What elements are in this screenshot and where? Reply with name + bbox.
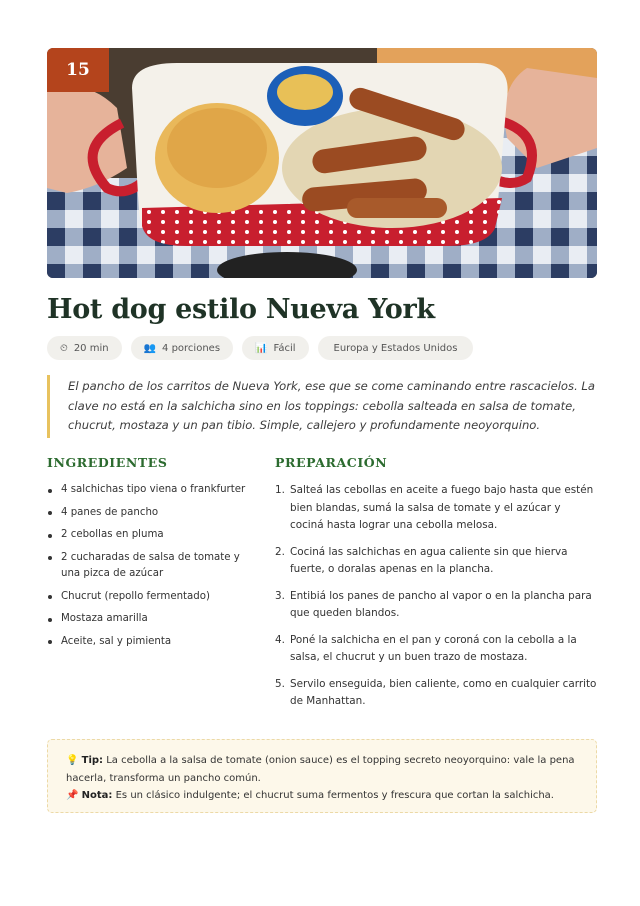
step-text: Salteá las cebollas en aceite a fuego bajo hasta que estén bien blandas, sumá la salsa de tomate y el azúcar y cociná hasta lograr una cebolla melosa. [290,484,594,531]
step-text: Servilo enseguida, bien caliente, como en cualquier carrito de Manhattan. [290,677,597,707]
servings-pill [131,336,233,360]
step-item [275,482,597,535]
note-line [66,787,578,805]
lightbulb-icon: 💡 [66,755,79,766]
recipe-intro: El pancho de los carritos de Nueva York, ese que se come caminando entre rascacielos. La clave no está en la salchicha sino en los toppings: cebolla salteada en salsa de tomate, chucrut, mostaza y un pan tibio. Simple, callejero y profundamente neoyorquino. [47,375,595,438]
list-item: 4 panes de pancho [47,505,257,522]
preparation-heading: PREPARACIÓN [275,455,388,470]
time-label: 20 min [73,342,109,354]
note-label: Nota: [81,790,113,801]
list-item: 2 cebollas en pluma [47,527,257,544]
step-number: 1. [275,484,285,496]
list-item: 2 cucharadas de salsa de tomate y una pizca de azúcar [47,550,257,583]
step-text: Poné la salchicha en el pan y coroná con la cebolla a la salsa, el chucrut y un buen trazo de mostaza. [290,633,577,663]
pushpin-icon: 📌 [66,790,79,801]
preparation-steps [275,482,597,720]
tip-box [47,739,597,813]
recipe-photo [47,48,597,278]
step-item [275,632,597,667]
recipe-number-badge: 15 [47,48,109,92]
people-icon: 👥 [143,342,157,354]
list-item: Mostaza amarilla [47,611,257,628]
step-item [275,544,597,579]
step-item [275,588,597,623]
tip-line [66,752,578,787]
step-item [275,676,597,711]
tip-text: La cebolla a la salsa de tomate (onion sauce) es el topping secreto neoyorquino: vale la pena hacerla, transforma un pancho común. [66,755,575,784]
list-item: Aceite, sal y pimienta [47,634,257,651]
difficulty-label: Fácil [273,342,296,354]
step-text: Cociná las salchichas en agua caliente sin que hierva fuerte, o doralas apenas en la plancha. [290,545,568,575]
ingredients-heading: INGREDIENTES [47,455,168,470]
recipe-title: Hot dog estilo Nueva York [47,294,435,325]
difficulty-chart-icon: 📊 [255,342,268,354]
step-number: 5. [275,677,285,690]
tip-label: Tip: [81,755,104,766]
time-pill [47,336,122,360]
recipe-meta [47,336,473,360]
step-number: 4. [275,633,285,646]
ingredients-list [47,482,257,656]
servings-label: 4 porciones [162,342,221,354]
region-label: Europa y Estados Unidos [333,342,458,354]
difficulty-pill [242,336,308,360]
timer-icon: ⏲ [60,342,68,354]
step-number: 3. [275,589,285,602]
list-item: 4 salchichas tipo viena o frankfurter [47,482,257,499]
step-text: Entibiá los panes de pancho al vapor o en la plancha para que queden blandos. [290,589,592,619]
region-pill [318,336,474,360]
step-number: 2. [275,545,285,558]
list-item: Chucrut (repollo fermentado) [47,589,257,606]
note-text: Es un clásico indulgente; el chucrut suma fermentos y frescura que cortan la salchicha. [115,790,554,801]
